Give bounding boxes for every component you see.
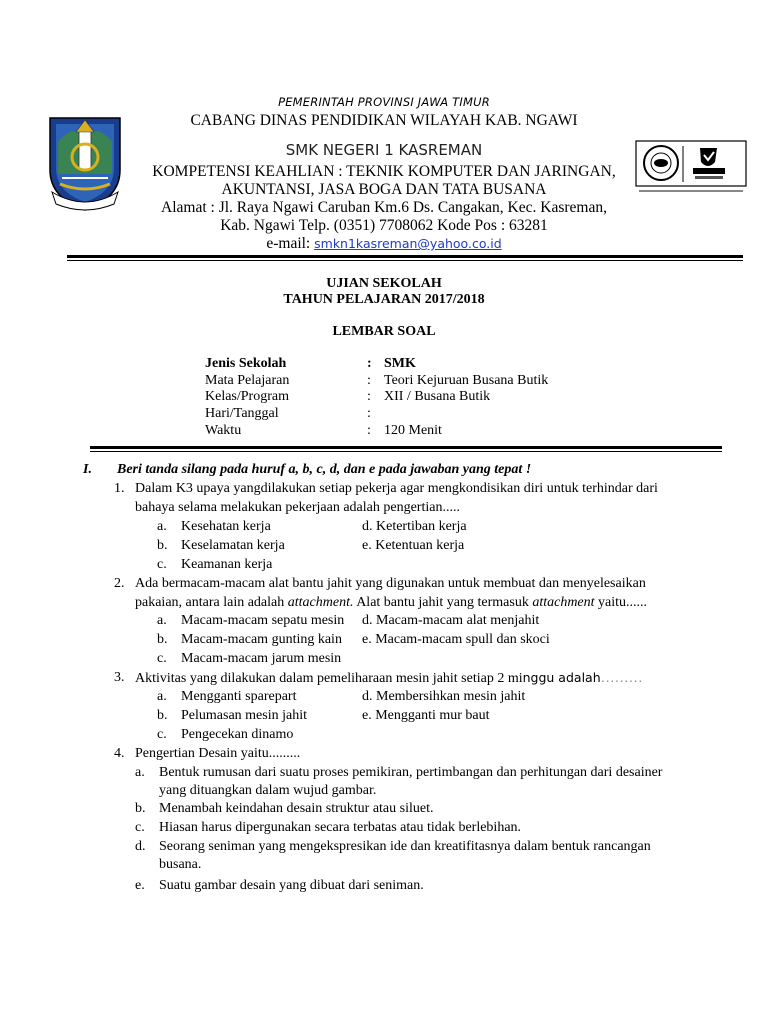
blank-dots: ……… [600,671,643,686]
info-divider-thin [90,451,722,452]
question-text: Pengertian Desain yaitu......... [135,746,301,761]
option-c: Hiasan harus dipergunakan secara terbatas atau tidak berlebihan. [159,820,522,835]
italic-term: attachment [532,595,595,610]
option-a: Mengganti sparepart [181,689,297,704]
dinas-name: CABANG DINAS PENDIDIKAN WILAYAH KAB. NGAWI [190,112,578,129]
option-letter: a. [135,765,145,780]
question-text-part: yaitu...... [594,595,648,610]
address-line-1: Alamat : Jl. Raya Ngawi Caruban Km.6 Ds. Cangakan, Kec. Kasreman, [161,199,607,216]
question-text: bahaya selama melakukan pekerjaan adalah pengertian..... [135,500,460,515]
option-letter: b. [157,632,168,647]
option-d: d. Macam-macam alat menjahit [362,613,540,628]
question-number: 1. [114,481,125,496]
section-number: I. [83,462,92,477]
option-letter: e. [135,878,145,893]
option-letter: a. [157,689,167,704]
info-sep: : [367,356,372,371]
info-value-class: XII / Busana Butik [384,389,491,404]
italic-term: attachment. [287,595,354,610]
option-a: Kesehatan kerja [181,519,271,534]
info-value-duration: 120 Menit [384,423,442,438]
option-c: Macam-macam jarum mesin [181,651,342,666]
info-label-school-type: Jenis Sekolah [205,356,287,371]
option-d: d. Membersihkan mesin jahit [362,689,526,704]
option-letter: d. [135,839,146,854]
info-sep: : [367,389,371,404]
government-name: PEMERINTAH PROVINSI JAWA TIMUR [278,95,490,109]
option-letter: a. [157,613,167,628]
question-text-part: pakaian, antara lain adalah [135,595,288,610]
email-line [0,235,768,253]
kompetensi-line-2: AKUNTANSI, JASA BOGA DAN TATA BUSANA [221,181,547,198]
question-text [135,595,647,611]
question-number: 3. [114,670,125,685]
question-text-part: Alat bantu jahit yang termasuk [353,595,533,610]
info-divider-thick [90,446,722,449]
option-letter: a. [157,519,167,534]
question-number: 4. [114,746,125,761]
exam-title: UJIAN SEKOLAH [326,276,442,291]
address-line-2: Kab. Ngawi Telp. (0351) 7708062 Kode Pos : 63281 [220,217,548,234]
question-text-part: nggu adalah [522,670,601,685]
info-label-duration: Waktu [205,423,242,438]
question-text: Ada bermacam-macam alat bantu jahit yang digunakan untuk membuat dan menyelesaikan [135,576,646,591]
option-letter: c. [135,820,145,835]
option-letter: b. [157,708,168,723]
option-c: Keamanan kerja [181,557,273,572]
option-c: Pengecekan dinamo [181,727,294,742]
kompetensi-line-1: KOMPETENSI KEAHLIAN : TEKNIK KOMPUTER DAN JARINGAN, [152,163,616,180]
email-label: e-mail: [266,235,315,252]
school-name: SMK NEGERI 1 KASREMAN [285,141,483,159]
info-value-school-type: SMK [384,356,416,371]
sheet-title: LEMBAR SOAL [332,324,436,339]
option-d-continued: busana. [159,857,202,872]
info-sep: : [367,423,371,438]
info-label-date: Hari/Tanggal [205,406,279,421]
question-text [135,670,643,687]
option-b: Pelumasan mesin jahit [181,708,307,723]
academic-year: TAHUN PELAJARAN 2017/2018 [283,292,485,307]
option-e: e. Macam-macam spull dan skoci [362,632,550,647]
option-a-continued: yang dituangkan dalam wujud gambar. [159,783,377,798]
question-text-part: Aktivitas yang dilakukan dalam pemeliharaan mesin jahit setiap 2 mi [135,671,523,686]
question-text: Dalam K3 upaya yangdilakukan setiap pekerja agar mengkondisikan diri untuk terhindar dari [135,481,658,496]
option-letter: c. [157,727,167,742]
option-a: Bentuk rumusan dari suatu proses pemikiran, pertimbangan dan perhitungan dari desainer [159,765,663,780]
info-label-class: Kelas/Program [205,389,289,404]
header-divider-thin [67,260,743,261]
header-divider-thick [67,255,743,258]
option-letter: b. [135,801,146,816]
option-d: Seorang seniman yang mengekspresikan ide dan kreatifitasnya dalam bentuk rancangan [159,839,651,854]
option-e: Suatu gambar desain yang dibuat dari seniman. [159,878,424,893]
option-e: e. Ketentuan kerja [362,538,465,553]
option-b: Menambah keindahan desain struktur atau siluet. [159,801,434,816]
question-number: 2. [114,576,125,591]
email-link[interactable]: smkn1kasreman@yahoo.co.id [314,236,502,251]
option-b: Macam-macam gunting kain [181,632,342,647]
option-e: e. Mengganti mur baut [362,708,490,723]
option-letter: b. [157,538,168,553]
option-letter: c. [157,651,167,666]
option-b: Keselamatan kerja [181,538,285,553]
option-d: d. Ketertiban kerja [362,519,467,534]
info-sep: : [367,406,371,421]
option-a: Macam-macam sepatu mesin [181,613,345,628]
info-value-subject: Teori Kejuruan Busana Butik [384,373,549,388]
section-instruction: Beri tanda silang pada huruf a, b, c, d, dan e pada jawaban yang tepat ! [117,462,532,477]
info-label-subject: Mata Pelajaran [205,373,290,388]
info-sep: : [367,373,371,388]
option-letter: c. [157,557,167,572]
